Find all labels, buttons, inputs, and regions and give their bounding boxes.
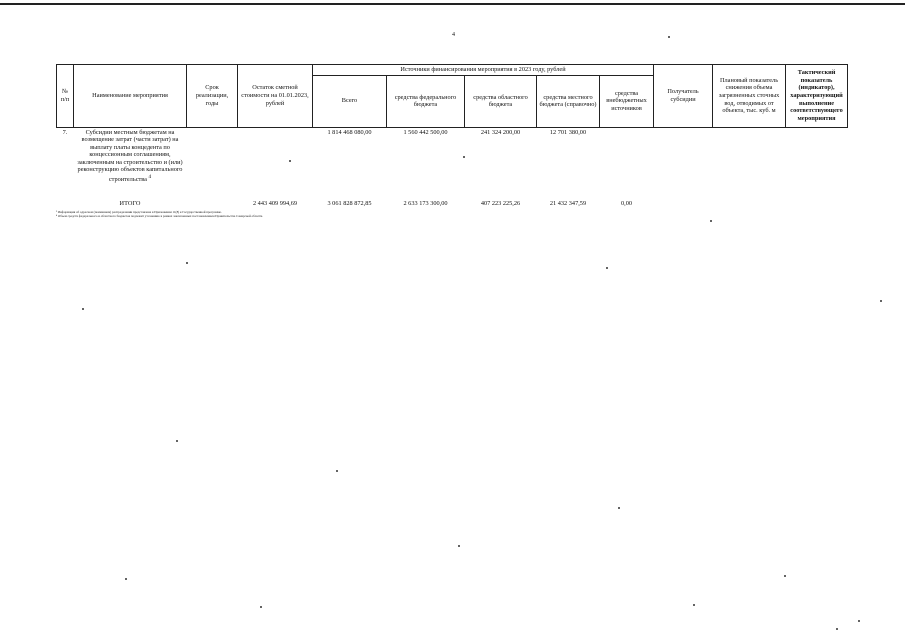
scan-speck <box>836 628 838 630</box>
col-header-recipient: Получатель субсидии <box>654 65 713 128</box>
scan-speck <box>336 470 338 472</box>
scan-speck <box>668 36 670 38</box>
row-total: 1 814 468 080,00 <box>327 128 372 136</box>
row-term <box>187 127 238 197</box>
row-regional: 241 324 200,00 <box>480 128 521 136</box>
scan-speck <box>125 578 127 580</box>
scan-speck <box>176 440 178 442</box>
top-border-line <box>0 3 905 5</box>
scan-speck <box>260 606 262 608</box>
scan-speck <box>186 262 188 264</box>
col-header-local: средства местного бюджета (справочно) <box>537 75 600 127</box>
table-row <box>57 127 848 197</box>
scan-speck <box>710 220 712 222</box>
scan-speck <box>693 604 695 606</box>
row-name: Субсидии местным бюджетам на возмещение затрат (части затрат) на выплату платы концедента по концессионным соглашениям, заключенным на строительство и (или) реконструкцию объектов капитального строительства $^4$ <box>77 128 183 183</box>
totals-regional: 407 223 225,26 <box>480 200 521 208</box>
col-header-regional: средства областного бюджета <box>465 75 537 127</box>
row-balance <box>238 127 313 197</box>
scan-speck <box>784 575 786 577</box>
financing-table <box>56 64 848 211</box>
col-header-planned: Плановый показатель снижения объема загрязненных сточных вод, отводимых от объекта, тыс. куб. м <box>713 65 786 128</box>
col-header-number: № п/п <box>57 65 74 128</box>
col-header-extra: средства внебюджетных источников <box>600 75 654 127</box>
scan-speck <box>289 160 291 162</box>
row-extra <box>600 127 654 197</box>
col-header-total: Всего <box>313 75 387 127</box>
col-header-name: Наименование мероприятия <box>74 65 187 128</box>
scan-speck <box>463 156 465 158</box>
totals-total: 3 061 828 872,85 <box>327 200 372 208</box>
totals-extra: 0,00 <box>620 200 633 208</box>
scan-speck <box>618 507 620 509</box>
footnote: ⁴ Объем средств федерального и областного бюджетов подлежит уточнению в рамках заключенных постановлением Правительства Самарской области. <box>56 214 264 219</box>
col-header-term: Срок реализации, годы <box>187 65 238 128</box>
row-number: 7. <box>62 128 68 136</box>
row-recipient <box>654 127 713 197</box>
col-header-sources-group: Источники финансирования мероприятия в 2023 году, рублей <box>313 65 654 76</box>
col-header-balance: Остаток сметной стоимости на 01.01.2023, рублей <box>238 65 313 128</box>
row-local: 12 701 380,00 <box>549 128 587 136</box>
footnotes <box>56 210 263 219</box>
scan-speck <box>606 267 608 269</box>
scan-speck <box>82 308 84 310</box>
scan-speck <box>858 620 860 622</box>
scan-speck <box>880 300 882 302</box>
totals-label: ИТОГО <box>119 200 141 208</box>
row-planned <box>713 127 786 197</box>
row-name-footnote-mark: 4 <box>148 173 152 180</box>
col-header-federal: средства федерального бюджета <box>387 75 465 127</box>
row-tactical <box>786 127 848 197</box>
col-header-tactical: Тактический показатель (индикатор), характеризующий выполнение соответствующего мероприятия <box>786 65 848 128</box>
totals-balance: 2 443 409 994,69 <box>252 200 298 208</box>
totals-local: 21 432 347,59 <box>549 200 587 208</box>
scan-speck <box>458 545 460 547</box>
footnote: ³ Информация об адресном (поименном) распределении представлена в Приложении 11(8) к Государственной программе. <box>56 210 222 214</box>
totals-row <box>57 197 848 211</box>
row-federal: 1 560 442 500,00 <box>403 128 448 136</box>
page-number: 4 <box>452 32 455 38</box>
totals-federal: 2 633 173 300,00 <box>403 200 448 208</box>
